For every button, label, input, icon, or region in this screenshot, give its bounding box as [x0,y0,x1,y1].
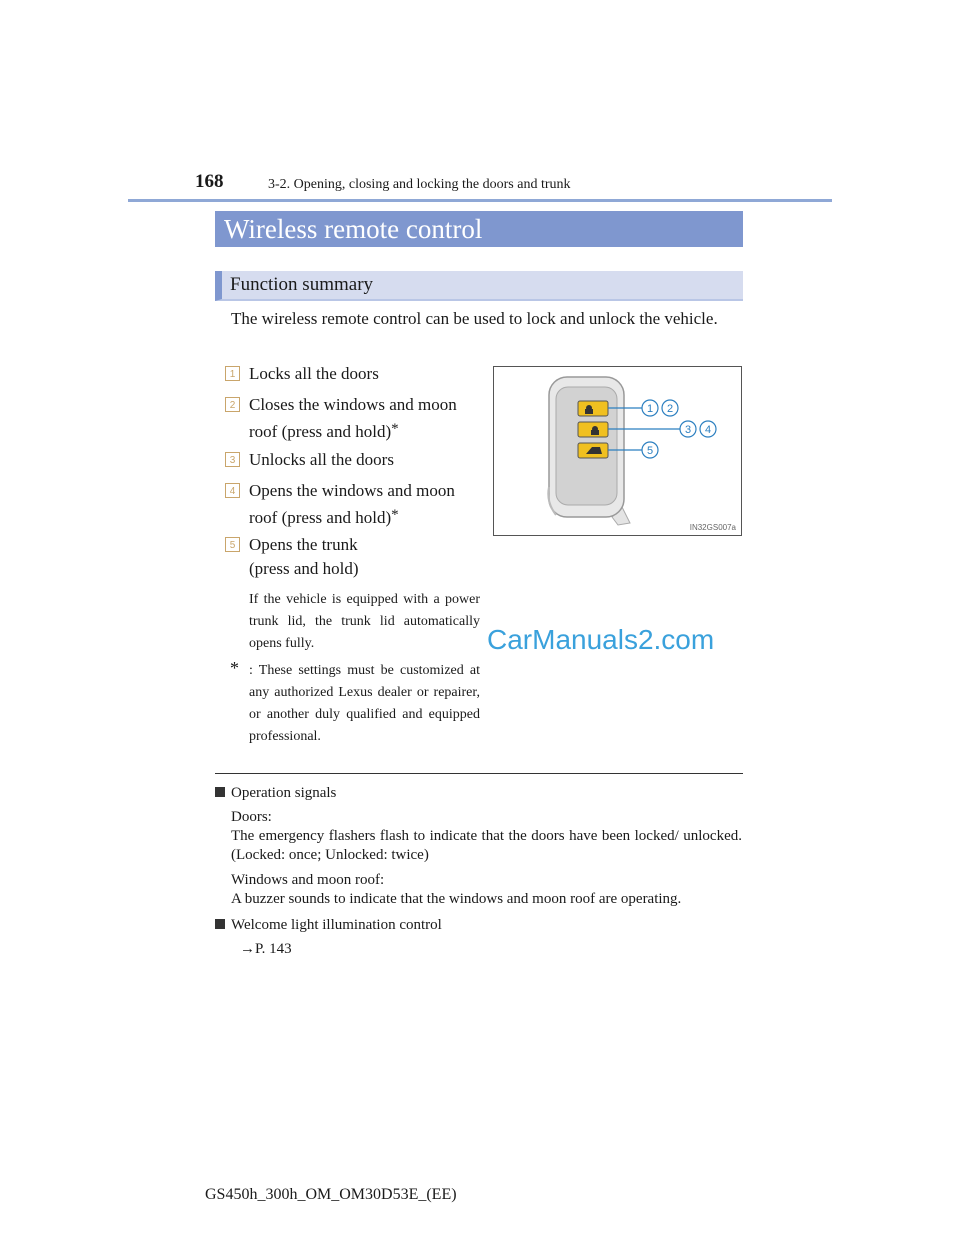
key-fob-figure [493,366,742,536]
section-heading: Operation signals [215,783,336,803]
paragraph-label: Windows and moon roof: [231,872,385,888]
item-line: Unlocks all the doors [249,450,394,469]
paragraph [231,808,742,865]
number-badge: 2 [225,397,240,412]
number-badge: 5 [225,537,240,552]
list-item [225,533,487,581]
callout-2: 2 [666,403,674,415]
page-title: Wireless remote control [215,211,743,247]
section-title: 3-2. Opening, closing and locking the doors and trunk [268,177,571,192]
item-line: (press and hold) [249,559,359,578]
list-item [225,448,487,472]
footer-code: GS450h_300h_OM_OM30D53E_(EE) [205,1186,457,1203]
paragraph-text: A buzzer sounds to indicate that the windows and moon roof are operating. [231,891,682,907]
key-fob-illustration [494,367,741,535]
item-line: Locks all the doors [249,364,379,383]
number-badge: 3 [225,452,240,467]
item-line: roof (press and hold) [249,422,392,441]
page-reference[interactable]: →P. 143 [240,941,292,957]
page-number: 168 [195,171,224,192]
item-line: Opens the trunk [249,535,358,554]
paragraph-label: Doors: [231,809,272,825]
list-item [225,479,487,530]
item-line: roof (press and hold) [249,508,392,527]
header-rule [128,199,832,202]
divider [215,773,743,774]
square-bullet-icon [215,787,225,797]
section-heading: Welcome light illumination control [215,915,442,935]
footnote-star: * [391,421,399,437]
callout-1: 1 [646,403,654,415]
item-line: Opens the windows and moon [249,481,455,500]
watermark: CarManuals2.com [487,624,715,655]
footnote [230,660,480,748]
intro-text: The wireless remote control can be used to lock and unlock the vehicle. [231,309,718,328]
number-badge: 1 [225,366,240,381]
trunk-note: If the vehicle is equipped with a power trunk lid, the trunk lid automatically opens fully. [249,592,480,651]
footnote-mark: * [230,658,239,678]
callout-5: 5 [646,445,654,457]
list-item [225,362,487,386]
footnote-text: : These settings must be customized at any authorized Lexus dealer or repairer, or another duly qualified and equipped professional. [249,663,480,744]
square-bullet-icon [215,919,225,929]
callout-3: 3 [684,424,692,436]
paragraph-text: The emergency flashers flash to indicate that the doors have been locked/ unlocked. (Locked: once; Unlocked: twice) [231,828,742,863]
figure-code: IN32GS007a [689,523,736,532]
paragraph [231,871,742,909]
footnote-star: * [391,507,399,523]
subsection-title: Function summary [215,271,743,301]
number-badge: 4 [225,483,240,498]
callout-4: 4 [704,424,712,436]
item-line: Closes the windows and moon [249,395,457,414]
list-item [225,393,487,444]
